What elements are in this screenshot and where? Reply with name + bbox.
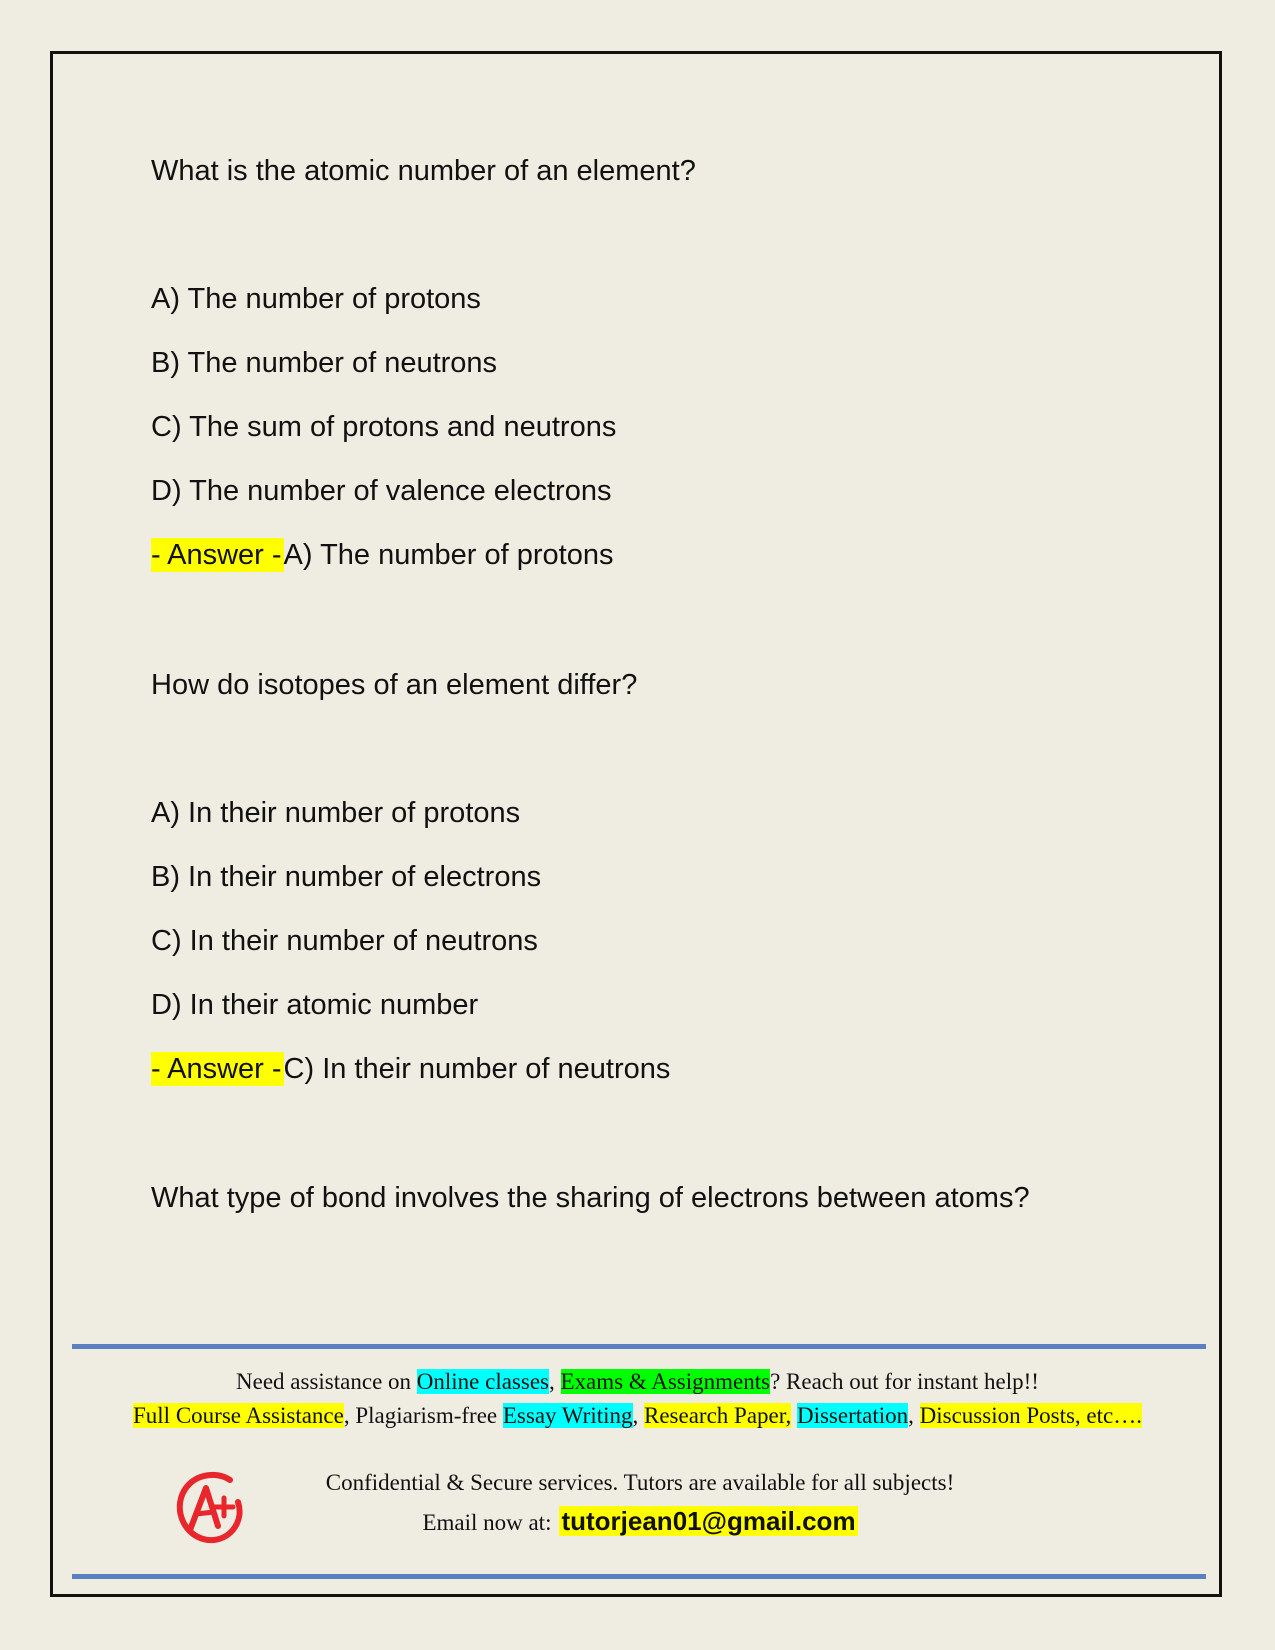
- question-2-option-c: C) In their number of neutrons: [151, 925, 538, 957]
- online-classes-highlight: Online classes: [416, 1369, 549, 1394]
- a-plus-logo-icon: [172, 1468, 248, 1548]
- answer-label: - Answer -: [151, 1053, 282, 1085]
- question-2-text: How do isotopes of an element differ?: [151, 669, 638, 701]
- research-paper-highlight: Research Paper,: [644, 1403, 792, 1428]
- question-1-option-a: A) The number of protons: [151, 283, 481, 315]
- question-2-option-d: D) In their atomic number: [151, 989, 479, 1021]
- discussion-posts-highlight: Discussion Posts, etc….: [919, 1403, 1142, 1428]
- question-1-text: What is the atomic number of an element?: [151, 155, 696, 187]
- question-2-option-a: A) In their number of protons: [151, 797, 521, 829]
- footer-separator: ,: [549, 1369, 561, 1394]
- footer-line-1-suffix: ? Reach out for instant help!!: [770, 1369, 1039, 1394]
- dissertation-highlight: Dissertation: [796, 1403, 909, 1428]
- question-3-text: What type of bond involves the sharing of electrons between atoms?: [151, 1182, 1030, 1214]
- footer-separator: ,: [908, 1403, 920, 1428]
- footer-line-2: [0, 1401, 1275, 1431]
- footer-separator: ,: [632, 1403, 644, 1428]
- exams-assignments-highlight: Exams & Assignments: [560, 1369, 771, 1394]
- footer-line-3: Confidential & Secure services. Tutors are available for all subjects!: [325, 1470, 955, 1495]
- footer-bottom-rule: [72, 1574, 1206, 1579]
- answer-text: C) In their number of neutrons: [283, 1053, 671, 1085]
- footer-separator: , Plagiarism-free: [343, 1403, 503, 1428]
- answer-label: - Answer -: [151, 539, 282, 571]
- question-2-answer: [151, 1052, 670, 1086]
- question-1-option-d: D) The number of valence electrons: [151, 475, 612, 507]
- essay-writing-highlight: Essay Writing: [502, 1403, 633, 1428]
- email-label: Email now at:: [422, 1510, 552, 1535]
- full-course-highlight: Full Course Assistance: [133, 1403, 344, 1428]
- question-1-option-c: C) The sum of protons and neutrons: [151, 411, 617, 443]
- question-1-answer: [151, 538, 613, 572]
- email-address[interactable]: tutorjean01@gmail.com: [561, 1506, 856, 1536]
- footer-email-line: [320, 1504, 960, 1540]
- question-1-option-b: B) The number of neutrons: [151, 347, 498, 379]
- footer-line-1: [0, 1367, 1275, 1397]
- footer-line-1-prefix: Need assistance on: [236, 1369, 417, 1394]
- question-2-option-b: B) In their number of electrons: [151, 861, 542, 893]
- answer-text: A) The number of protons: [283, 539, 614, 571]
- footer-top-rule: [72, 1344, 1206, 1349]
